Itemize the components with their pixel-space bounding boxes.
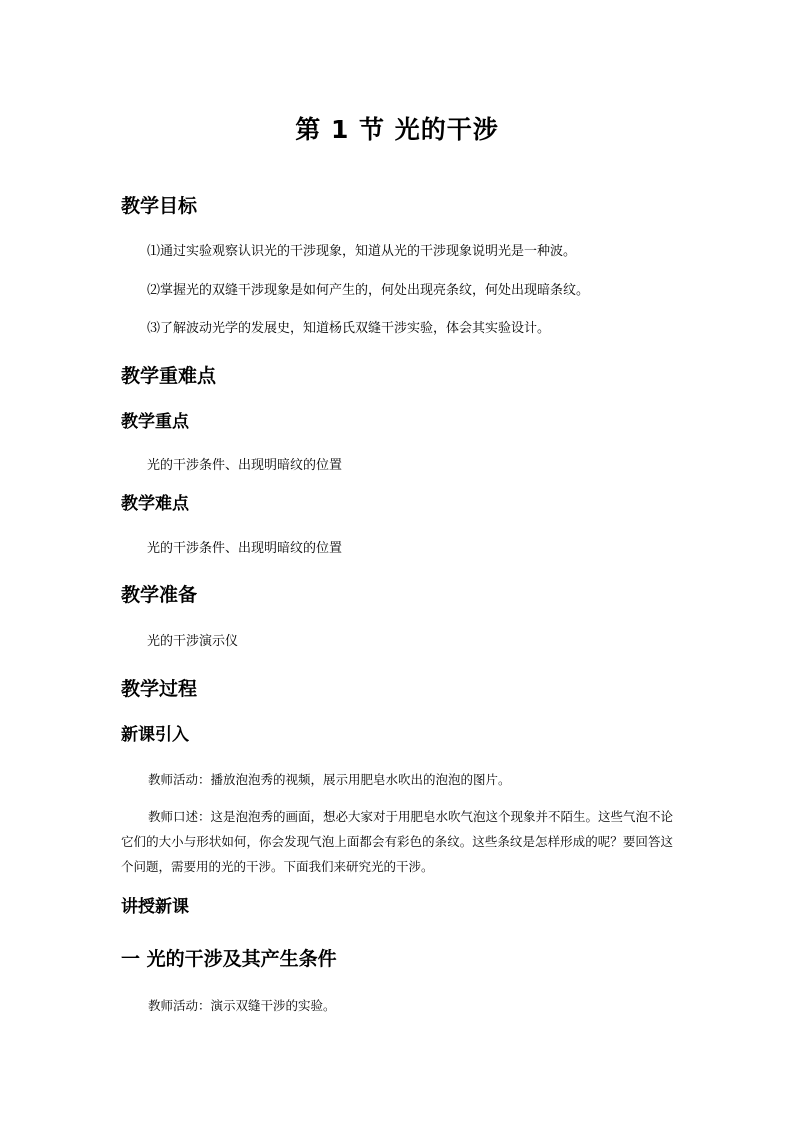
- heading-new-lesson: 讲授新课: [121, 897, 189, 917]
- heading-focus: 教学重点: [121, 412, 189, 432]
- heading-preparation: 教学准备: [121, 584, 198, 606]
- objective-item-2: ⑵掌握光的双缝干涉现象是如何产生的，何处出现亮条纹，何处出现暗条纹。: [147, 283, 590, 298]
- heading-section-1: 一 光的干涉及其产生条件: [121, 948, 337, 970]
- intro-paragraph-2: 教师口述：这是泡泡秀的画面，想必大家对于用肥皂水吹气泡这个现象并不陌生。这些气泡不论它们的大小与形状如何，你会发现气泡上面都会有彩色的条纹。这些条纹是怎样形成的呢？要回答这个问题，需要用的光的干涉。下面我们来研究光的干涉。: [121, 809, 674, 874]
- preparation-text: 光的干涉演示仪: [147, 634, 239, 649]
- heading-intro: 新课引入: [121, 725, 189, 745]
- heading-objectives: 教学目标: [121, 195, 198, 217]
- section-1-paragraph: 教师活动：演示双缝干涉的实验。: [148, 998, 336, 1013]
- objective-item-1: ⑴通过实验观察认识光的干涉现象，知道从光的干涉现象说明光是一种波。: [147, 244, 577, 259]
- heading-process: 教学过程: [121, 678, 198, 700]
- difficulty-text: 光的干涉条件、出现明暗纹的位置: [147, 541, 343, 556]
- focus-text: 光的干涉条件、出现明暗纹的位置: [147, 458, 343, 473]
- intro-paragraph-1: 教师活动：播放泡泡秀的视频，展示用肥皂水吹出的泡泡的图片。: [148, 772, 511, 787]
- heading-difficulty: 教学难点: [121, 494, 189, 514]
- heading-key-points: 教学重难点: [121, 365, 217, 387]
- objective-item-3: ⑶了解波动光学的发展史，知道杨氏双缝干涉实验，体会其实验设计。: [147, 321, 551, 336]
- document-title: 第 1 节 光的干涉: [295, 115, 499, 144]
